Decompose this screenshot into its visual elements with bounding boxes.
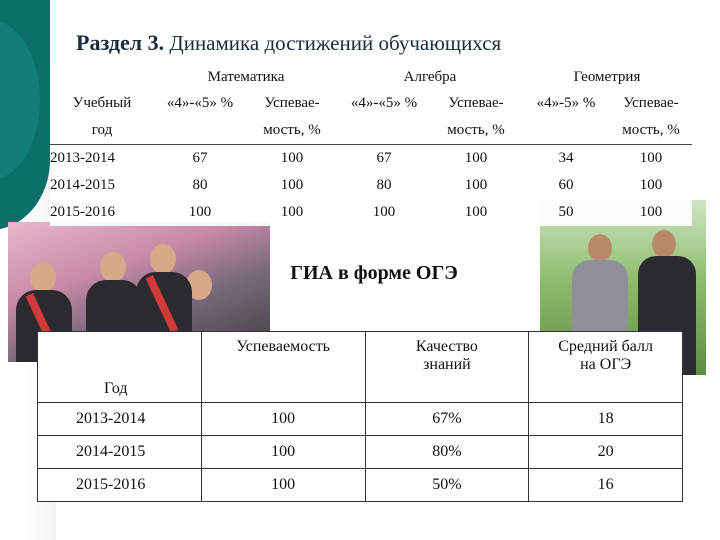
person-head: [652, 230, 676, 258]
quality-label-algebra: «4»-«5» %: [350, 95, 418, 111]
section-number: Раздел 3.: [76, 30, 165, 55]
table-cell-success: 100: [201, 403, 365, 436]
person-head: [150, 244, 176, 274]
slide-title: [76, 30, 501, 56]
gia-results-table: [37, 331, 683, 502]
header-average-line2: на ОГЭ: [580, 356, 632, 373]
table-cell: 60: [558, 177, 574, 193]
subject-results-table: [50, 64, 692, 226]
table-cell: 100: [280, 150, 304, 166]
quality-label-math: «4»-«5» %: [166, 95, 234, 111]
table-cell: 100: [372, 204, 396, 220]
success-label-math-2: мость, %: [263, 122, 321, 138]
table-row-year: 2014-2015: [38, 436, 202, 469]
table-cell: 100: [464, 150, 488, 166]
table-cell: 100: [280, 204, 304, 220]
table-cell: 100: [280, 177, 304, 193]
header-quality: [365, 332, 529, 403]
success-label-geometry-2: мость, %: [622, 122, 680, 138]
year-header-line2: год: [91, 122, 113, 138]
gia-section-heading: ГИА в форме ОГЭ: [290, 262, 458, 284]
table-cell-quality: 67%: [365, 403, 529, 436]
table-cell: 100: [639, 150, 663, 166]
table-cell: 100: [639, 204, 663, 220]
success-label-math: Успевае-: [264, 95, 320, 111]
quality-label-geometry: «4»-5» %: [536, 95, 596, 111]
table-cell: 100: [188, 204, 212, 220]
header-year: Год: [38, 332, 202, 403]
table-row-year: 2014-2015: [50, 177, 115, 193]
year-header-line1: Учебный: [72, 95, 132, 111]
success-label-geometry: Успевае-: [623, 95, 679, 111]
header-quality-line2: знаний: [423, 356, 471, 373]
table-row-year: 2013-2014: [50, 150, 115, 166]
table-cell-success: 100: [201, 436, 365, 469]
subject-algebra: Алгебра: [403, 68, 457, 85]
table-cell: 80: [192, 177, 208, 193]
table-cell-quality: 50%: [365, 469, 529, 502]
table-cell: 67: [192, 150, 208, 166]
table-cell-average: 16: [529, 469, 683, 502]
success-label-algebra: Успевае-: [448, 95, 504, 111]
table-cell: 67: [376, 150, 392, 166]
table-cell: 34: [558, 150, 574, 166]
subject-math: Математика: [207, 68, 285, 85]
table-row-year: 2015-2016: [50, 204, 115, 220]
header-average: [529, 332, 683, 403]
success-label-algebra-2: мость, %: [447, 122, 505, 138]
table-cell: 80: [376, 177, 392, 193]
table-cell: 100: [639, 177, 663, 193]
table-cell: 100: [464, 177, 488, 193]
table-row-year: 2013-2014: [38, 403, 202, 436]
person-head: [30, 262, 56, 292]
person-head: [100, 252, 126, 282]
table-cell-average: 20: [529, 436, 683, 469]
header-success: Успеваемость: [201, 332, 365, 403]
header-average-line1: Средний балл: [558, 338, 653, 355]
table-row-year: 2015-2016: [38, 469, 202, 502]
header-quality-line1: Качество: [415, 338, 478, 355]
table-cell: 50: [558, 204, 574, 220]
table-cell-quality: 80%: [365, 436, 529, 469]
table-cell-success: 100: [201, 469, 365, 502]
section-name: Динамика достижений обучающихся: [169, 31, 502, 55]
table-cell: 100: [464, 204, 488, 220]
subject-geometry: Геометрия: [573, 68, 641, 85]
person-head: [588, 234, 612, 262]
table-cell-average: 18: [529, 403, 683, 436]
